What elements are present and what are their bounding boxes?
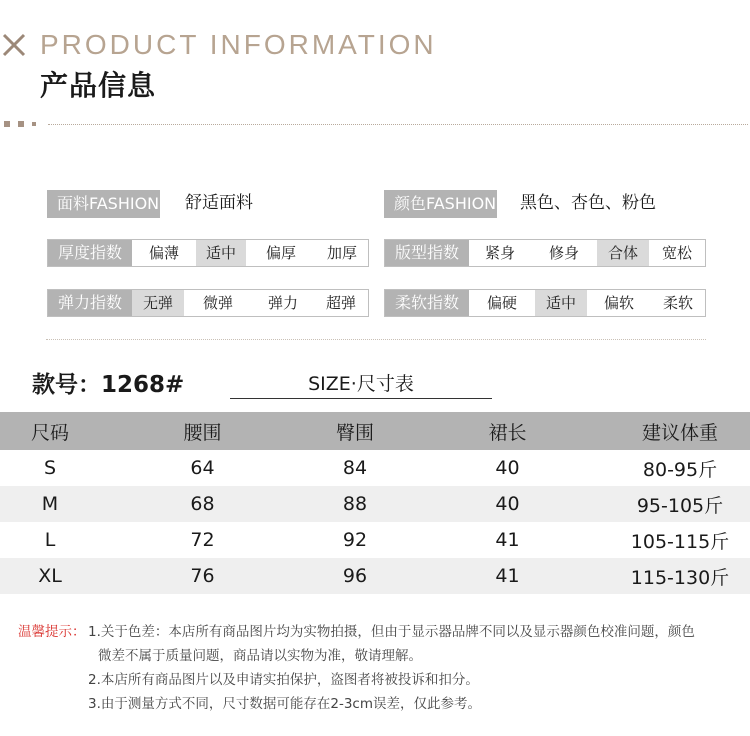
table-cell: 41 (495, 529, 520, 551)
fit-label: 版型指数 (385, 240, 469, 266)
table-cell: 72 (190, 529, 215, 551)
table-cell: 76 (190, 565, 215, 587)
thickness-option: 偏厚 (265, 244, 296, 262)
column-header: 腰围 (183, 421, 222, 444)
elasticity-scale (47, 289, 369, 317)
column-header: 尺码 (30, 421, 69, 444)
table-cell: 41 (495, 565, 520, 587)
column-header: 建议体重 (641, 421, 718, 444)
table-cell: 105-115斤 (630, 530, 730, 553)
table-header-row (0, 412, 750, 450)
note-line: 3.由于测量方式不同，尺寸数据可能存在2-3cm误差，仅此参考。 (88, 696, 482, 712)
softness-scale (384, 289, 706, 317)
color-label: 颜色FASHION (384, 190, 497, 218)
table-cell: 40 (495, 457, 520, 479)
table-cell: 84 (342, 457, 368, 479)
english-title: PRODUCT INFORMATION (40, 29, 437, 60)
elasticity-option-selected: 无弹 (132, 290, 184, 316)
table-cell: M (41, 493, 59, 515)
table-cell: 92 (342, 529, 368, 551)
elasticity-option: 微弹 (202, 294, 233, 312)
thickness-label: 厚度指数 (48, 240, 132, 266)
softness-option: 柔软 (662, 294, 693, 312)
elasticity-option: 弹力 (267, 294, 298, 312)
table-row (0, 522, 750, 558)
fit-option: 修身 (548, 244, 579, 262)
table-cell: 40 (495, 493, 520, 515)
table-cell: S (43, 457, 57, 479)
table-cell: 80-95斤 (642, 458, 718, 481)
thickness-scale (47, 239, 369, 267)
fabric-value: 舒适面料 (185, 193, 253, 213)
fit-option: 宽松 (661, 244, 692, 262)
note-line: 1.关于色差：本店所有商品图片均为实物拍摄，但由于显示器品牌不同以及显示器颜色校准问题，颜色 (88, 624, 695, 640)
color-value: 黑色、杏色、粉色 (520, 193, 656, 213)
elasticity-label: 弹力指数 (48, 290, 132, 316)
table-cell: 115-130斤 (630, 566, 730, 589)
table-cell: 88 (342, 493, 368, 515)
fit-option: 紧身 (484, 244, 515, 262)
table-cell: 96 (342, 565, 368, 587)
elasticity-option: 超弹 (325, 294, 356, 312)
note-line: 微差不属于质量问题，商品请以实物为准，敬请理解。 (98, 648, 422, 664)
size-title-underline (230, 398, 492, 399)
thickness-option-selected: 适中 (196, 240, 246, 266)
fit-scale (384, 239, 706, 267)
section-divider (46, 339, 706, 340)
softness-option: 偏软 (603, 294, 634, 312)
table-cell: L (44, 529, 56, 551)
model-number: 款号：1268# (32, 372, 185, 398)
x-mark-icon (2, 30, 26, 58)
table-row (0, 558, 750, 594)
warning-label: 温馨提示： (18, 624, 86, 640)
thickness-option: 加厚 (326, 244, 357, 262)
size-table (0, 412, 750, 594)
table-row (0, 450, 750, 486)
softness-option: 偏硬 (486, 294, 517, 312)
table-cell: 68 (190, 493, 215, 515)
header-divider (4, 121, 748, 129)
table-row (0, 486, 750, 522)
table-cell: XL (38, 565, 62, 587)
page-title: 产品信息 (40, 69, 157, 102)
thickness-option: 偏薄 (148, 244, 179, 262)
note-line: 2.本店所有商品图片以及申请实拍保护，盗图者将被投诉和扣分。 (88, 672, 479, 688)
size-chart-title: SIZE·尺寸表 (308, 373, 414, 395)
column-header: 裙长 (488, 421, 527, 444)
softness-option-selected: 适中 (535, 290, 587, 316)
softness-label: 柔软指数 (385, 290, 469, 316)
table-cell: 64 (190, 457, 215, 479)
fit-option-selected: 合体 (597, 240, 649, 266)
fabric-label: 面料FASHION (47, 190, 160, 218)
column-header: 臀围 (335, 421, 374, 444)
table-cell: 95-105斤 (636, 494, 724, 517)
